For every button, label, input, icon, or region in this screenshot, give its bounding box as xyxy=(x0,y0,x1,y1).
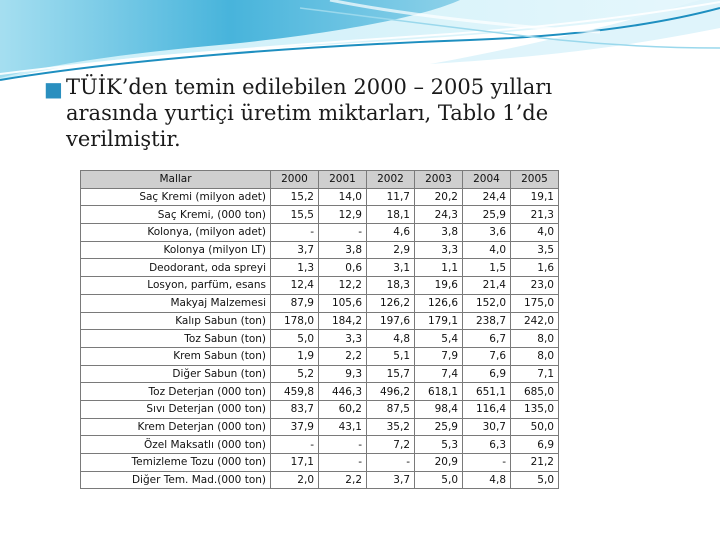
table-cell: 1,1 xyxy=(415,259,463,277)
table-cell: 3,3 xyxy=(415,241,463,259)
table-cell: 15,5 xyxy=(271,206,319,224)
table-cell: 179,1 xyxy=(415,312,463,330)
table-cell: 19,6 xyxy=(415,277,463,295)
table-cell: 3,3 xyxy=(319,330,367,348)
table-row xyxy=(81,224,559,242)
table-cell: 1,3 xyxy=(271,259,319,277)
table-row xyxy=(81,312,559,330)
table-cell: 35,2 xyxy=(367,418,415,436)
table-row xyxy=(81,259,559,277)
row-label: Makyaj Malzemesi xyxy=(81,294,271,312)
row-label: Toz Deterjan (000 ton) xyxy=(81,383,271,401)
table-row xyxy=(81,365,559,383)
table-row xyxy=(81,454,559,472)
table-cell: 7,6 xyxy=(463,347,511,365)
table-cell: 446,3 xyxy=(319,383,367,401)
bullet-line-3: verilmiştir. xyxy=(66,127,181,151)
table-cell: 0,6 xyxy=(319,259,367,277)
table-cell: 87,5 xyxy=(367,400,415,418)
table-cell: 21,2 xyxy=(511,454,559,472)
table-cell: 21,3 xyxy=(511,206,559,224)
table-row xyxy=(81,206,559,224)
table-cell: 496,2 xyxy=(367,383,415,401)
table-row xyxy=(81,330,559,348)
table-cell: 2,2 xyxy=(319,347,367,365)
table-cell: - xyxy=(271,224,319,242)
table-cell: 4,0 xyxy=(511,224,559,242)
table-cell: 60,2 xyxy=(319,400,367,418)
table-cell: 6,3 xyxy=(463,436,511,454)
table-cell: 4,6 xyxy=(367,224,415,242)
table-cell: 5,4 xyxy=(415,330,463,348)
table-cell: 126,6 xyxy=(415,294,463,312)
table-row xyxy=(81,418,559,436)
row-label: Saç Kremi, (000 ton) xyxy=(81,206,271,224)
table-cell: 18,3 xyxy=(367,277,415,295)
row-label: Kalıp Sabun (ton) xyxy=(81,312,271,330)
table-cell: 50,0 xyxy=(511,418,559,436)
table-row xyxy=(81,471,559,489)
table-cell: 685,0 xyxy=(511,383,559,401)
table-cell: 20,9 xyxy=(415,454,463,472)
table-cell: 30,7 xyxy=(463,418,511,436)
bullet-line-1: TÜİK’den temin edilebilen 2000 – 2005 yılları xyxy=(66,75,553,99)
table-cell: 3,6 xyxy=(463,224,511,242)
table-cell: 4,8 xyxy=(463,471,511,489)
table-cell: 11,7 xyxy=(367,188,415,206)
table-cell: 2,9 xyxy=(367,241,415,259)
bullet-paragraph xyxy=(44,74,684,152)
table-cell: 7,1 xyxy=(511,365,559,383)
table-row xyxy=(81,400,559,418)
table-cell: 12,4 xyxy=(271,277,319,295)
table-cell: 5,3 xyxy=(415,436,463,454)
row-label: Kolonya (milyon LT) xyxy=(81,241,271,259)
table-cell: 5,1 xyxy=(367,347,415,365)
table-cell: 242,0 xyxy=(511,312,559,330)
table-cell: 5,0 xyxy=(271,330,319,348)
table-cell: 197,6 xyxy=(367,312,415,330)
table-cell: 3,1 xyxy=(367,259,415,277)
production-table-container xyxy=(80,170,558,490)
row-label: Temizleme Tozu (000 ton) xyxy=(81,454,271,472)
table-cell: 20,2 xyxy=(415,188,463,206)
table-cell: 126,2 xyxy=(367,294,415,312)
table-cell: 238,7 xyxy=(463,312,511,330)
table-cell: 3,5 xyxy=(511,241,559,259)
table-cell: 15,7 xyxy=(367,365,415,383)
table-cell: 43,1 xyxy=(319,418,367,436)
table-body xyxy=(81,188,559,489)
production-table xyxy=(80,170,559,489)
table-cell: 3,8 xyxy=(319,241,367,259)
table-cell: - xyxy=(319,454,367,472)
table-cell: 24,3 xyxy=(415,206,463,224)
row-label: Toz Sabun (ton) xyxy=(81,330,271,348)
table-cell: 8,0 xyxy=(511,347,559,365)
table-cell: 116,4 xyxy=(463,400,511,418)
table-cell: 15,2 xyxy=(271,188,319,206)
table-cell: 87,9 xyxy=(271,294,319,312)
table-cell: 618,1 xyxy=(415,383,463,401)
table-cell: - xyxy=(319,436,367,454)
row-label: Saç Kremi (milyon adet) xyxy=(81,188,271,206)
table-cell: 24,4 xyxy=(463,188,511,206)
table-cell: 7,4 xyxy=(415,365,463,383)
table-cell: 83,7 xyxy=(271,400,319,418)
table-cell: 1,9 xyxy=(271,347,319,365)
table-cell: 25,9 xyxy=(463,206,511,224)
table-cell: 7,2 xyxy=(367,436,415,454)
table-cell: 5,0 xyxy=(511,471,559,489)
row-label: Diğer Tem. Mad.(000 ton) xyxy=(81,471,271,489)
table-cell: 152,0 xyxy=(463,294,511,312)
table-cell: 19,1 xyxy=(511,188,559,206)
table-cell: 9,3 xyxy=(319,365,367,383)
table-cell: 8,0 xyxy=(511,330,559,348)
table-cell: 105,6 xyxy=(319,294,367,312)
row-label: Losyon, parfüm, esans xyxy=(81,277,271,295)
bullet-line-2: arasında yurtiçi üretim miktarları, Tablo 1’de xyxy=(66,101,549,125)
table-header-row xyxy=(81,171,559,189)
table-row xyxy=(81,383,559,401)
table-cell: 651,1 xyxy=(463,383,511,401)
row-label: Krem Deterjan (000 ton) xyxy=(81,418,271,436)
table-cell: 37,9 xyxy=(271,418,319,436)
row-label: Krem Sabun (ton) xyxy=(81,347,271,365)
table-cell: 175,0 xyxy=(511,294,559,312)
row-label: Diğer Sabun (ton) xyxy=(81,365,271,383)
table-cell: 14,0 xyxy=(319,188,367,206)
row-label: Özel Maksatlı (000 ton) xyxy=(81,436,271,454)
table-cell: 98,4 xyxy=(415,400,463,418)
table-cell: 135,0 xyxy=(511,400,559,418)
table-cell: 3,7 xyxy=(271,241,319,259)
table-cell: 21,4 xyxy=(463,277,511,295)
table-cell: 1,6 xyxy=(511,259,559,277)
table-cell: - xyxy=(271,436,319,454)
table-cell: - xyxy=(367,454,415,472)
column-header-year: 2004 xyxy=(463,171,511,189)
slide-bullet-icon: ■ xyxy=(44,77,63,101)
table-cell: 184,2 xyxy=(319,312,367,330)
table-row xyxy=(81,277,559,295)
table-cell: 7,9 xyxy=(415,347,463,365)
table-row xyxy=(81,347,559,365)
table-cell: 4,0 xyxy=(463,241,511,259)
table-row xyxy=(81,241,559,259)
column-header-year: 2005 xyxy=(511,171,559,189)
table-cell: 5,2 xyxy=(271,365,319,383)
table-cell: 3,7 xyxy=(367,471,415,489)
table-cell: 2,0 xyxy=(271,471,319,489)
table-cell: - xyxy=(463,454,511,472)
table-row xyxy=(81,188,559,206)
table-cell: - xyxy=(319,224,367,242)
table-cell: 18,1 xyxy=(367,206,415,224)
table-cell: 5,0 xyxy=(415,471,463,489)
table-cell: 25,9 xyxy=(415,418,463,436)
column-header-year: 2001 xyxy=(319,171,367,189)
column-header-year: 2002 xyxy=(367,171,415,189)
table-cell: 4,8 xyxy=(367,330,415,348)
table-cell: 178,0 xyxy=(271,312,319,330)
table-row xyxy=(81,436,559,454)
table-cell: 3,8 xyxy=(415,224,463,242)
table-cell: 6,9 xyxy=(511,436,559,454)
table-cell: 1,5 xyxy=(463,259,511,277)
table-cell: 12,9 xyxy=(319,206,367,224)
row-label: Kolonya, (milyon adet) xyxy=(81,224,271,242)
column-header-year: 2000 xyxy=(271,171,319,189)
table-cell: 2,2 xyxy=(319,471,367,489)
table-cell: 17,1 xyxy=(271,454,319,472)
row-label: Deodorant, oda spreyi xyxy=(81,259,271,277)
table-row xyxy=(81,294,559,312)
row-label: Sıvı Deterjan (000 ton) xyxy=(81,400,271,418)
column-header-goods: Mallar xyxy=(81,171,271,189)
table-cell: 459,8 xyxy=(271,383,319,401)
column-header-year: 2003 xyxy=(415,171,463,189)
table-cell: 12,2 xyxy=(319,277,367,295)
table-cell: 6,9 xyxy=(463,365,511,383)
table-cell: 23,0 xyxy=(511,277,559,295)
table-cell: 6,7 xyxy=(463,330,511,348)
